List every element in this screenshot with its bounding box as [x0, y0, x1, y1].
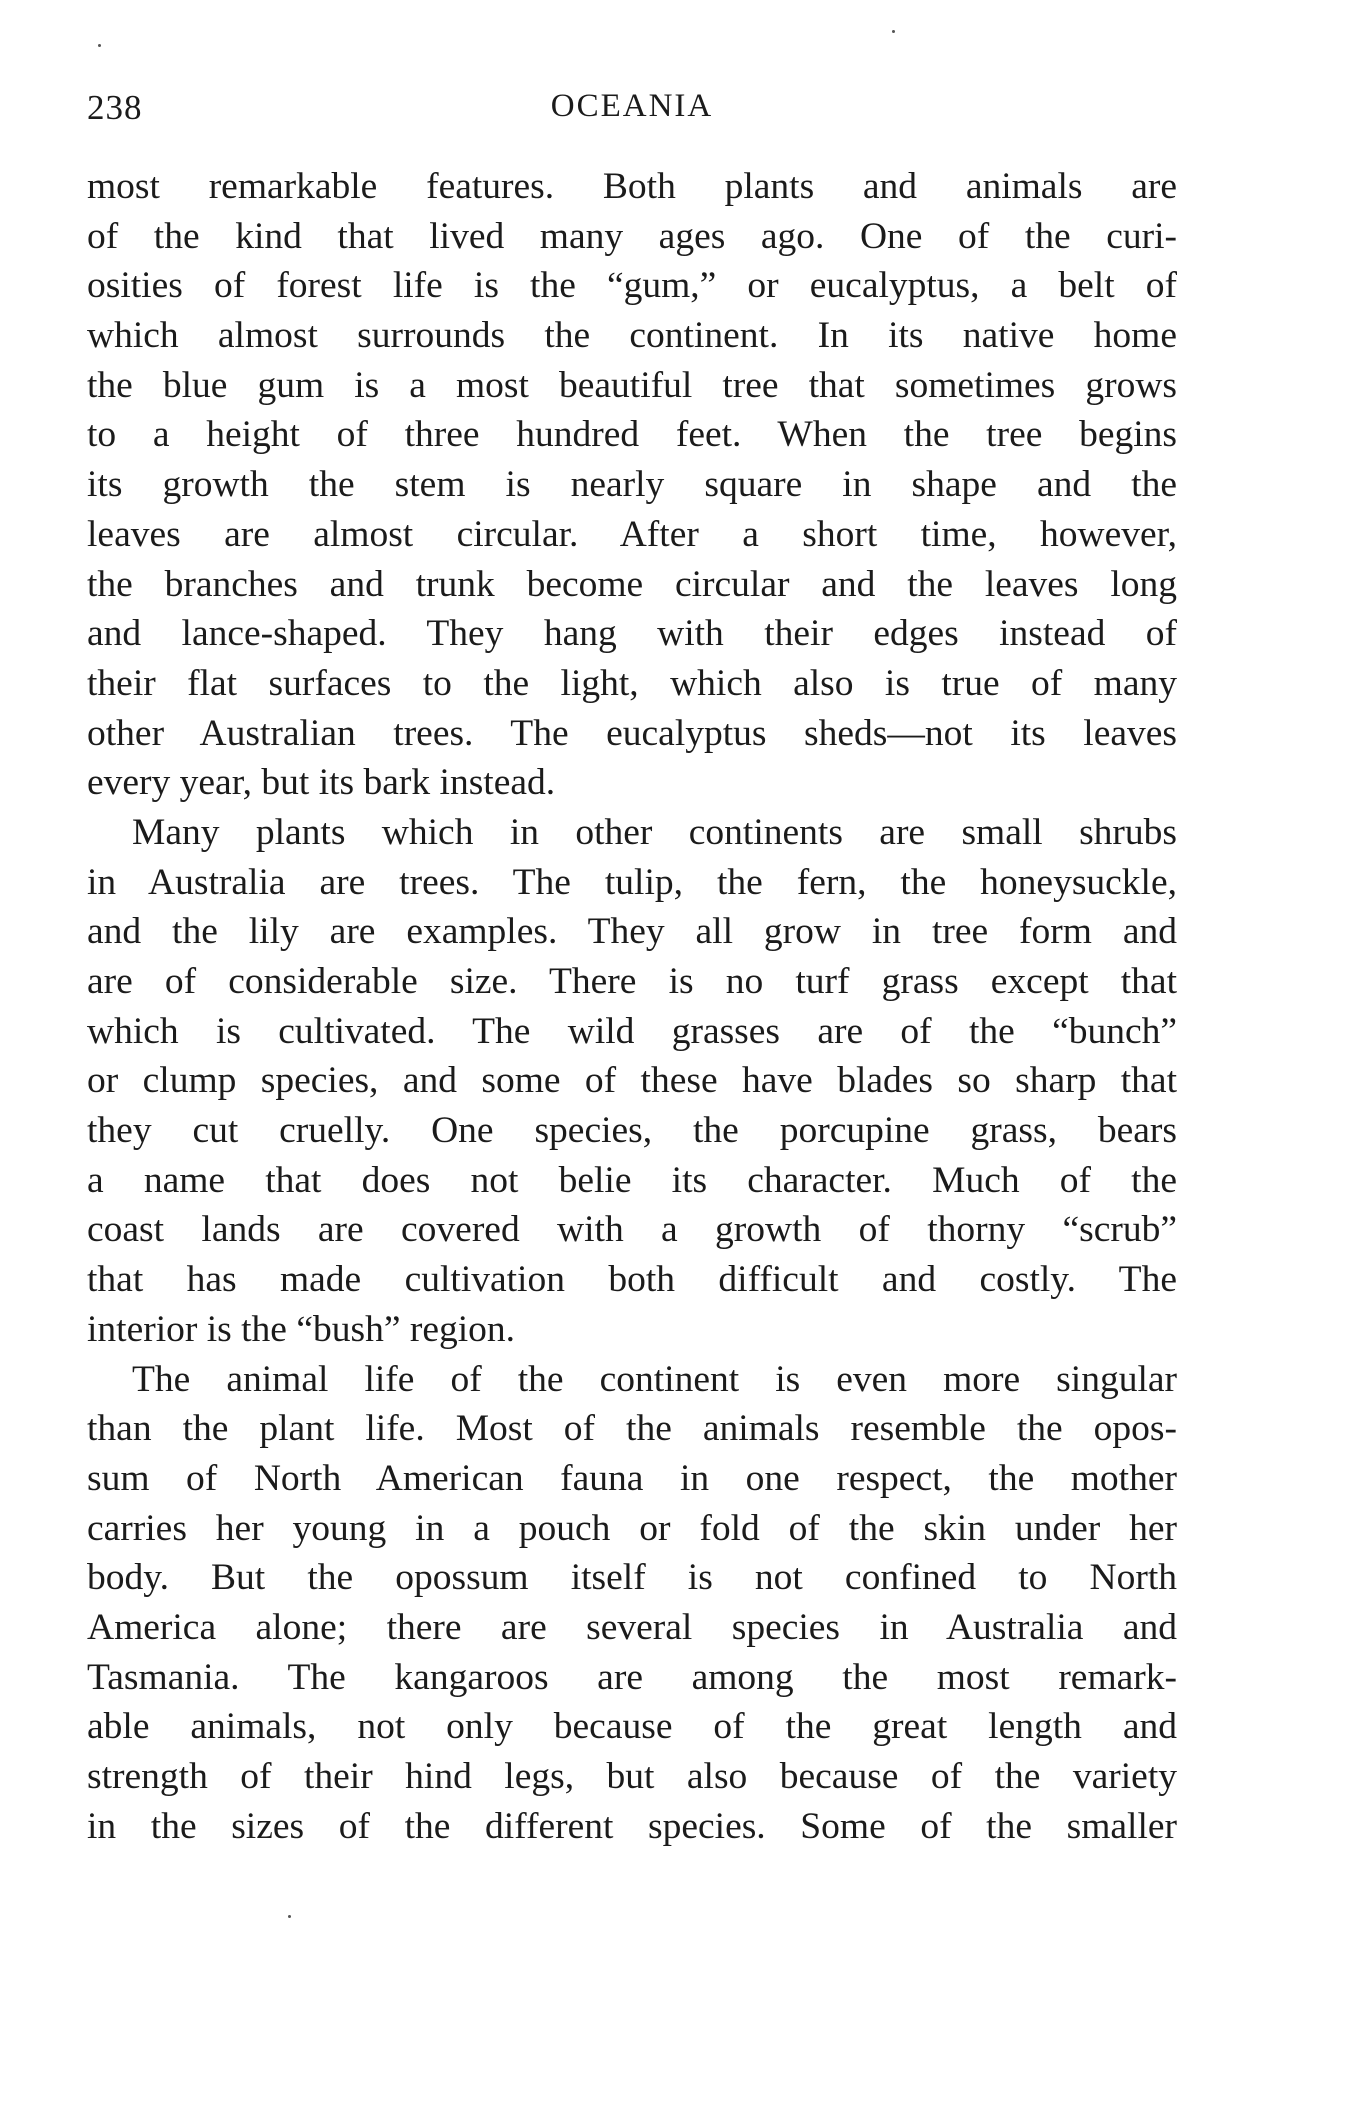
text-line: coast lands are covered with a growth of thorny “scrub” [87, 1209, 1177, 1251]
text-line: and lance-shaped. They hang with their edges instead of [87, 613, 1177, 655]
scan-speck [892, 30, 895, 33]
text-line: every year, but its bark instead. [87, 762, 556, 804]
text-line: their flat surfaces to the light, which also is true of many [87, 662, 1177, 704]
text-line: most remarkable features. Both plants and animals are [87, 166, 1177, 207]
scan-speck [98, 44, 101, 47]
text-line: its growth the stem is nearly square in shape and the [87, 464, 1177, 506]
text-line: are of considerable size. There is no turf grass except that [87, 961, 1177, 1002]
page-number: 238 [87, 88, 143, 127]
paragraph-forest-life [87, 162, 1177, 808]
text-line: which is cultivated. The wild grasses are of the “bunch” [87, 1010, 1177, 1052]
text-line: or clump species, and some of these have blades so sharp that [87, 1060, 1177, 1102]
text-line: interior is the “bush” region. [87, 1308, 516, 1350]
text-line: Tasmania. The kangaroos are among the most remark- [87, 1656, 1177, 1698]
text-line: that has made cultivation both difficult and costly. The [87, 1259, 1177, 1301]
text-line: other Australian trees. The eucalyptus sheds—not its leaves [87, 712, 1177, 754]
scan-speck [288, 1915, 291, 1918]
text-line: in Australia are trees. The tulip, the fern, the honeysuckle, [87, 861, 1177, 903]
paragraph-plants [87, 808, 1177, 1355]
body-text [87, 162, 1177, 1851]
page-header [87, 88, 1177, 138]
text-line: America alone; there are several species in Australia and [87, 1606, 1177, 1648]
running-title: OCEANIA [550, 88, 714, 124]
text-line: able animals, not only because of the great length and [87, 1706, 1177, 1748]
text-line: a name that does not belie its character. Much of the [87, 1159, 1177, 1201]
text-line: they cut cruelly. One species, the porcupine grass, bears [87, 1110, 1177, 1152]
text-line: the branches and trunk become circular and the leaves long [87, 563, 1177, 605]
text-line: than the plant life. Most of the animals resemble the opos- [87, 1408, 1177, 1450]
paragraph-animal-life [87, 1355, 1177, 1852]
text-line: which almost surrounds the continent. In its native home [87, 315, 1177, 357]
text-line: osities of forest life is the “gum,” or eucalyptus, a belt of [87, 265, 1177, 307]
text-line: leaves are almost circular. After a short time, however, [87, 513, 1177, 555]
text-line: The animal life of the continent is even more singular [132, 1358, 1177, 1400]
text-line: strength of their hind legs, but also because of the variety [87, 1756, 1177, 1797]
text-line: and the lily are examples. They all grow in tree form and [87, 911, 1177, 953]
text-line: carries her young in a pouch or fold of the skin under her [87, 1507, 1177, 1549]
text-line: sum of North American fauna in one respect, the mother [87, 1457, 1177, 1499]
text-line: of the kind that lived many ages ago. One of the curi- [87, 215, 1177, 257]
text-line: Many plants which in other continents are small shrubs [132, 811, 1177, 853]
text-line: body. But the opossum itself is not confined to North [87, 1557, 1177, 1599]
text-line: to a height of three hundred feet. When the tree begins [87, 414, 1177, 456]
text-line: the blue gum is a most beautiful tree that sometimes grows [87, 364, 1177, 406]
text-line: in the sizes of the different species. Some of the smaller [87, 1805, 1177, 1847]
